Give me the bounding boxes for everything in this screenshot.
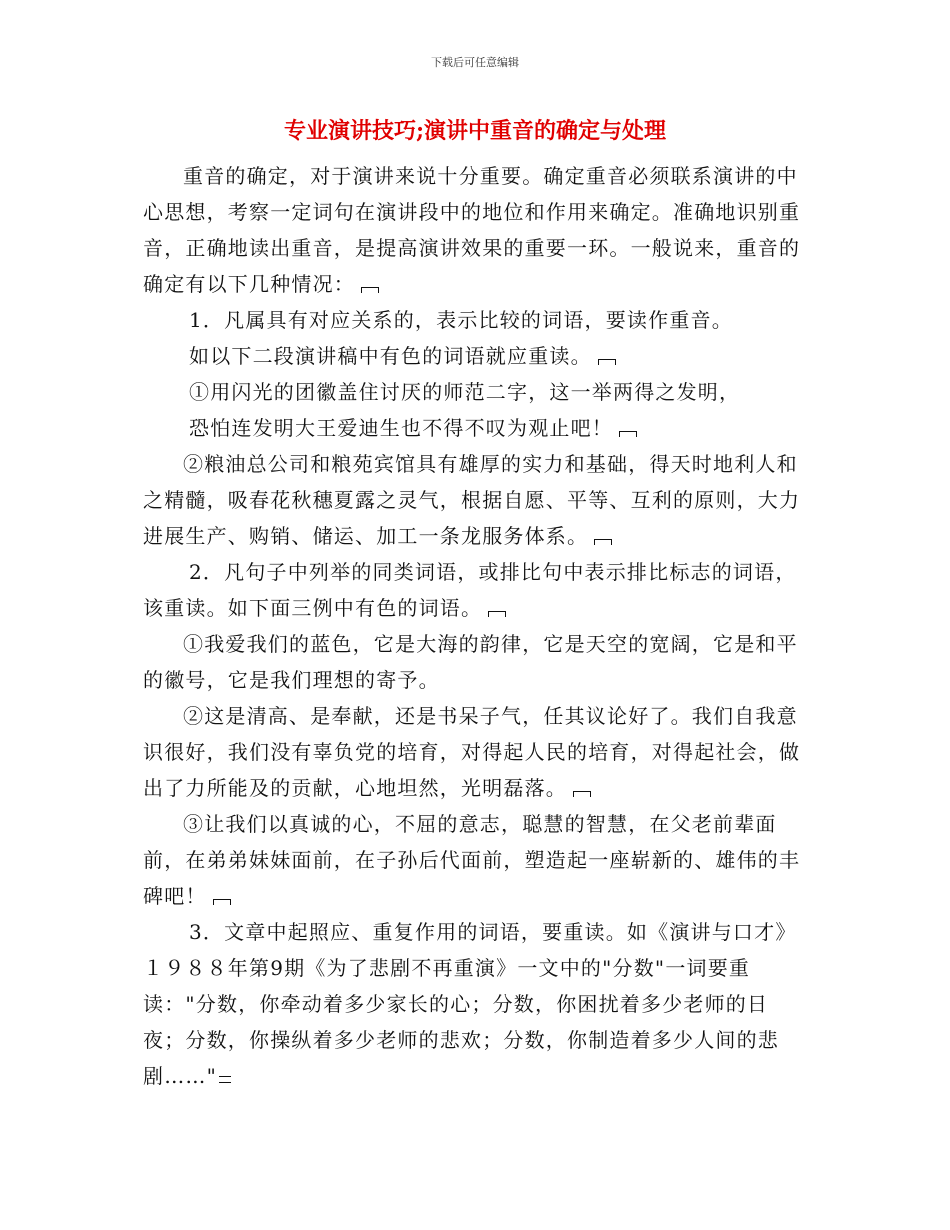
paragraph: ①我爱我们的蓝色，它是大海的韵律，它是天空的宽阔，它是和平的徽号，它是我们理想的寄予。 [143,632,798,692]
paragraph: 恐怕连发明大王爱迪生也不得不叹为观止吧！ [143,410,808,446]
paragraph: 2．凡句子中列举的同类词语，或排比句中表示排比标志的词语，该重读。如下面三例中有色的词语。 [143,560,797,620]
paragraph: ②粮油总公司和粮苑宾馆具有雄厚的实力和基础，得天时地利人和之精髓，吸春花秋穗夏露之灵气，根据自愿、平等、互利的原则，大力进展生产、购销、储运、加工一条龙服务体系。 [143,452,801,548]
paragraph: ②这是清高、是奉献，还是书呆子气，任其议论好了。我们自我意识很好，我们没有辜负党的培育，对得起人民的培育，对得起社会，做出了力所能及的贡献，心地坦然，光明磊落。 [143,704,801,800]
paragraph-mark-icon [594,539,612,545]
paragraph: 重音的确定，对于演讲来说十分重要。确定重音必须联系演讲的中心思想，考察一定词句在演讲段中的地位和作用来确定。准确地识别重音，正确地读出重音，是提高演讲效果的重要一环。一般说来，重音的确定有以下几种情况： [143,164,801,296]
paragraph-end-icon [219,1076,231,1083]
paragraph-mark-icon [361,287,379,293]
paragraph: 如以下二段演讲稿中有色的词语就应重读。 [143,338,808,374]
document-title: 专业演讲技巧;演讲中重音的确定与处理 [283,118,667,144]
paragraph: ③让我们以真诚的心，不屈的意志，聪慧的智慧，在父老前辈面前，在弟弟妹妹面前，在子孙后代面前，塑造起一座崭新的、雄伟的丰碑吧！ [143,812,801,908]
paragraph-mark-icon [573,791,591,797]
paragraph-mark-icon [598,359,616,365]
paragraph: ①用闪光的团徽盖住讨厌的师范二字，这一举两得之发明， [189,380,741,404]
paragraph-mark-icon [213,899,231,905]
paragraph: 3．文章中起照应、重复作用的词语，要重读。如《演讲与口才》１９８８年第9期《为了悲剧不再重演》一文中的"分数"一词要重读："分数，你牵动着多少家长的心；分数，你困扰着多少老师的日夜；分数，你操纵着多少老师的悲欢；分数，你制造着多少人间的悲剧……" [143,920,797,1088]
paragraph: 1．凡属具有对应关系的，表示比较的词语，要读作重音。 [189,308,733,332]
document-body [143,158,808,1094]
paragraph-mark-icon [619,431,637,437]
paragraph-mark-icon [488,611,506,617]
page-header-note: 下载后可任意编辑 [431,56,519,69]
